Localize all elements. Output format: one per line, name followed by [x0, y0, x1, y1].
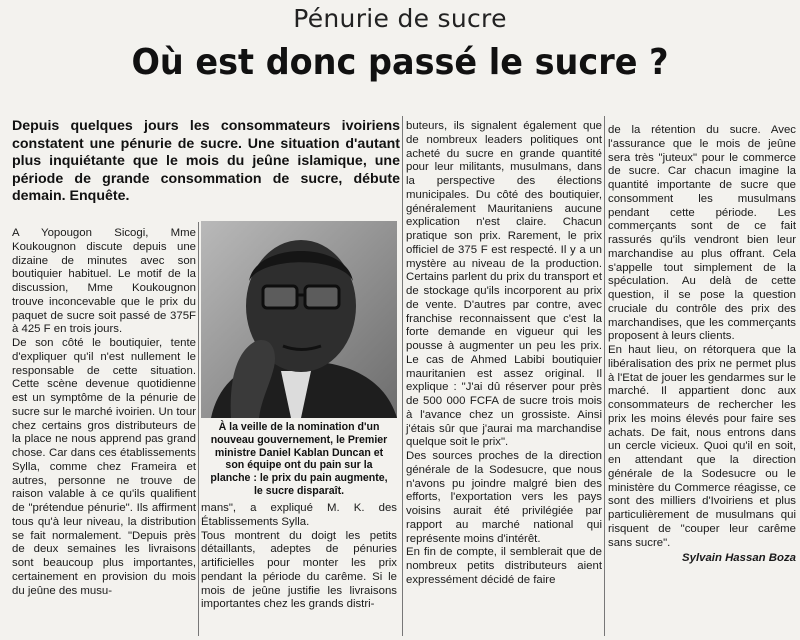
paragraph: mans", a expliqué M. K. des Établissements Sylla.: [201, 502, 397, 528]
author-signature: Sylvain Hassan Boza: [682, 552, 796, 565]
article-column-2: [201, 502, 397, 612]
article-kicker: Pénurie de sucre: [293, 4, 507, 33]
paragraph: En fin de compte, il semblerait que de nombreux petits distributeurs aient expressément décidé de faire: [406, 546, 602, 586]
photo-block: [201, 221, 397, 498]
article-lead: Depuis quelques jours les consommateurs ivoiriens constatent une pénurie de sucre. Une situation d'autant plus inquiétante que le mois du jeûne islamique, une période de grande consommation de sucre, débute demain. Enquête.: [12, 118, 400, 205]
article-headline: Où est donc passé le sucre ?: [131, 42, 669, 83]
portrait-illustration: [201, 221, 397, 418]
paragraph: buteurs, ils signalent également que de nombreux leaders politiques ont acheté du sucre en grande quantité pour leur militants, musulmans, dans la perspective des élections municipales. Du côté des boutiquier, généralement Mauritaniens aucune explication n'est claire. Chacun pratique son prix. Rarement, le prix officiel de 375 F est respecté. Il y a un mystère au niveau de la production. Certains parlent du prix du transport et de stockage qu'ils incorporent au prix de vente. D'autres par contre, avec franchise reconnaissent que c'est la forte demande en vigueur qui les pousse à augmenter un peu les prix. Le cas de Ahmed Labibi boutiquier mauritanien est assez original. Il explique : "J'ai dû réserver pour près de 500 000 FCFA de sucre trois mois à l'avance chez un grossiste. Ainsi j'étais sûr que j'aurai ma marchandise quelque soit le prix".: [406, 120, 602, 449]
portrait-photo: [201, 221, 397, 418]
column-rule: [604, 116, 605, 636]
article-column-1: [12, 227, 196, 598]
paragraph: Des sources proches de la direction générale de la Sodesucre, que nous n'avons pu joindre malgré bien des efforts, l'exportation vers les pays voisins aurait été privilégiée par rapport au marché national qui représente moins d'intérêt.: [406, 450, 602, 545]
article-column-3: [406, 120, 602, 588]
photo-caption: À la veille de la nomination d'un nouveau gouvernement, le Premier ministre Daniel Kablan Duncan et son équipe ont du pain sur la planche : le prix du pain augmente, le sucre disparaît.: [210, 421, 388, 497]
paragraph: Tous montrent du doigt les petits détaillants, adeptes de pénuries artificielles pour monter les prix pendant la période du carême. Si le mois de jeûne justifie les livraisons importantes chez les grands distri-: [201, 529, 397, 611]
column-rule: [402, 116, 403, 636]
paragraph: En haut lieu, on rétorquera que la libéralisation des prix ne permet plus à l'Etat de jouer les gendarmes sur le marché. Il appartient donc aux consommateurs de rechercher les prix les moins élevés pour faire ses achats. De fait, nous entrons dans un cercle vicieux. Quoi qu'il en soit, en attendant que la direction générale de la Sodesucre ou le ministère du Commerce réagisse, ce sont des milliers d'Ivoiriens et plus particulièrement de musulmans qui risquent de "couper leur carême sans sucre".: [608, 344, 796, 549]
column-rule: [198, 222, 199, 636]
article-column-4: [608, 124, 796, 566]
paragraph: De son côté le boutiquier, tente d'expliquer qu'il n'est nullement le responsable de cette situation. Cette scène devenue quotidienne est un symptôme de la pénurie de sucre sur le marché ivoirien. Un tour chez certains gros distributeurs de la place ne nous apprend pas grand chose. Car dans ces établissements Sylla, comme chez Frameira et autres, personne ne trouve de raison valable à ce qu'ils qualifient de "prétendue pénurie". Ils affirment tous qu'à leur niveau, la distribution se fait normalement. "Depuis près de deux semaines les livraisons sont beaucoup plus importantes, certainement en provision du mois du jeûne des musu-: [12, 337, 196, 597]
paragraph: de la rétention du sucre. Avec l'assurance que le mois de jeûne sera très "juteux" pour le commerce de sucre. Car chacun imagine la quantité importante de sucre que consomment les musulmans pendant cette période. Les commerçants sont de ce fait rassurés qu'ils vendront bien leur marchandise au plus offrant. Cela s'appelle tout simplement de la spéculation. Au delà de cette question, il se pose la question cruciale du contrôle des prix des marchandises, que les commerçants proposent à leurs clients.: [608, 124, 796, 343]
paragraph: A Yopougon Sicogi, Mme Koukougnon discute depuis une dizaine de minutes avec son boutiquier habituel. Le motif de la discussion, Mme Koukougnon trouve inconcevable que le prix du paquet de sucre soit passé de 375F à 425 F en trois jours.: [12, 227, 196, 336]
